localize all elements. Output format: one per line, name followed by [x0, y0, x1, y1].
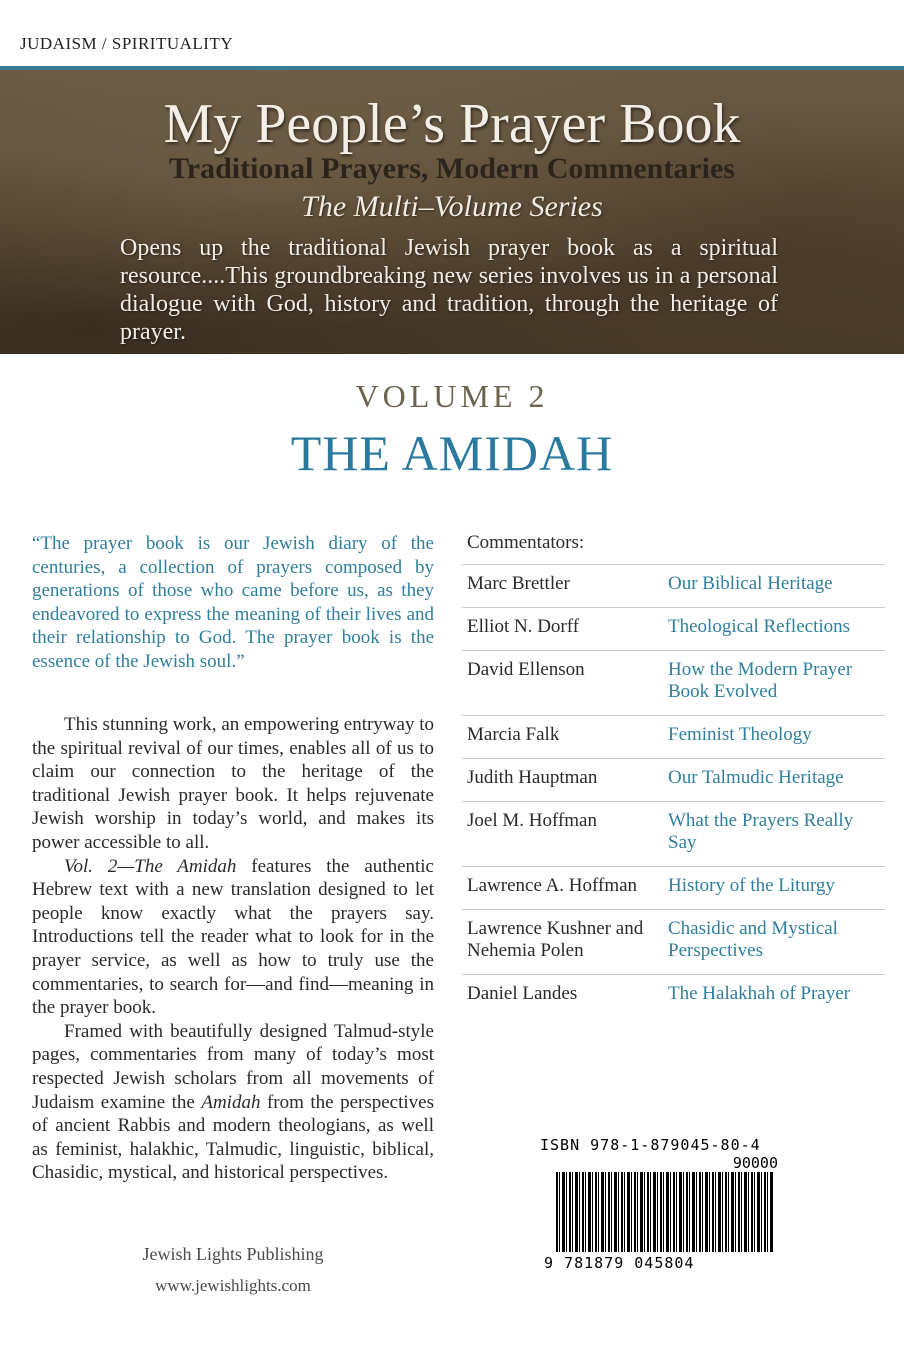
banner-blurb: Opens up the traditional Jewish prayer book as a spiritual resource....This groundbreaking new series involves us in a personal dialogue with God, history and tradition, through the heritage of prayer.: [120, 235, 778, 345]
title-banner: [0, 66, 904, 354]
commentator-row: [462, 974, 885, 1017]
commentator-name: Judith Hauptman: [467, 767, 598, 788]
description-paragraph-3-start: Framed with beautifully designed Talmud-style pages, commentaries from many of today’s most respected Jewish scholars from all movements of Judaism examine the: [32, 1020, 434, 1113]
description-paragraph-3-end: from the perspectives of ancient Rabbis and modern theologians, as well as feminist, halakhic, Talmudic, linguistic, biblical, Chasidic, mystical, and historical perspectives.: [32, 1091, 434, 1184]
commentator-topic: Our Talmudic Heritage: [668, 767, 844, 788]
commentator-name: Daniel Landes: [467, 983, 578, 1004]
commentator-topic: Our Biblical Heritage: [668, 573, 833, 594]
commentator-row: [462, 909, 885, 974]
volume-number: VOLUME 2: [355, 378, 549, 414]
commentator-topic: History of the Liturgy: [668, 875, 835, 896]
commentator-row: [462, 866, 885, 909]
isbn-barcode: [540, 1136, 790, 1278]
commentator-name: David Ellenson: [467, 659, 585, 680]
description: [32, 713, 434, 1185]
book-subtitle: Traditional Prayers, Modern Commentaries: [168, 152, 735, 185]
volume-title: THE AMIDAH: [290, 425, 614, 481]
commentator-name: Lawrence Kushner and Nehemia Polen: [467, 918, 644, 961]
commentator-name: Elliot N. Dorff: [467, 616, 580, 637]
commentator-row: [462, 650, 885, 715]
series-label: The Multi–Volume Series: [301, 190, 603, 223]
commentator-name: Lawrence A. Hoffman: [467, 875, 638, 896]
description-paragraph-1: This stunning work, an empowering entryway to the spiritual revival of our times, enables all of us to claim our connection to the heritage of the traditional Jewish prayer book. It helps rejuvenate Jewish worship in today’s world, and makes its power accessible to all.: [32, 714, 434, 853]
commentator-name: Marc Brettler: [467, 573, 570, 594]
commentators-table: [462, 564, 885, 1017]
description-paragraph-2: [32, 855, 434, 1020]
isbn-number: ISBN 978-1-879045-80-4: [540, 1136, 761, 1154]
description-paragraph-3: [32, 1020, 434, 1185]
pull-quote: “The prayer book is our Jewish diary of the centuries, a collection of prayers composed by generations of those who came before us, as they endeavored to express the meaning of their lives and their relationship to God. The prayer book is the essence of the Jewish soul.”: [32, 533, 434, 672]
commentator-row: [462, 758, 885, 801]
barcode-bars: [556, 1172, 774, 1252]
amidah-italic: Amidah: [201, 1091, 261, 1113]
commentator-topic: The Halakhah of Prayer: [668, 983, 851, 1004]
commentator-name: Joel M. Hoffman: [467, 810, 597, 831]
publisher-name: Jewish Lights Publishing: [142, 1244, 324, 1264]
commentator-row: [462, 607, 885, 650]
volume-reference: Vol. 2—The Amidah: [64, 855, 237, 877]
price-code: 90000: [732, 1154, 778, 1172]
commentator-row: [462, 715, 885, 758]
commentator-topic: Feminist Theology: [668, 724, 812, 745]
description-paragraph-2-text: features the authentic Hebrew text with a new translation designed to let people know exactly what the prayers say. Introductions tell the reader what to look for in the prayer service, as well as how to truly use the commentaries, to search for—and find—meaning in the prayer book.: [32, 855, 434, 1019]
commentator-topic: Chasidic and Mystical Perspectives: [668, 918, 838, 961]
book-title: My People’s Prayer Book: [163, 93, 741, 155]
commentator-name: Marcia Falk: [467, 724, 560, 745]
commentators-heading: Commentators:: [467, 532, 585, 553]
commentator-topic: What the Prayers Really Say: [668, 810, 854, 853]
publisher-website: www.jewishlights.com: [155, 1276, 311, 1295]
commentator-row: [462, 564, 885, 607]
commentator-row: [462, 801, 885, 866]
category-label: JUDAISM / SPIRITUALITY: [20, 34, 234, 53]
barcode-digits: 9 781879 045804: [544, 1254, 695, 1272]
commentator-topic: Theological Reflections: [668, 616, 851, 637]
commentator-topic: How the Modern Prayer Book Evolved: [668, 659, 853, 702]
